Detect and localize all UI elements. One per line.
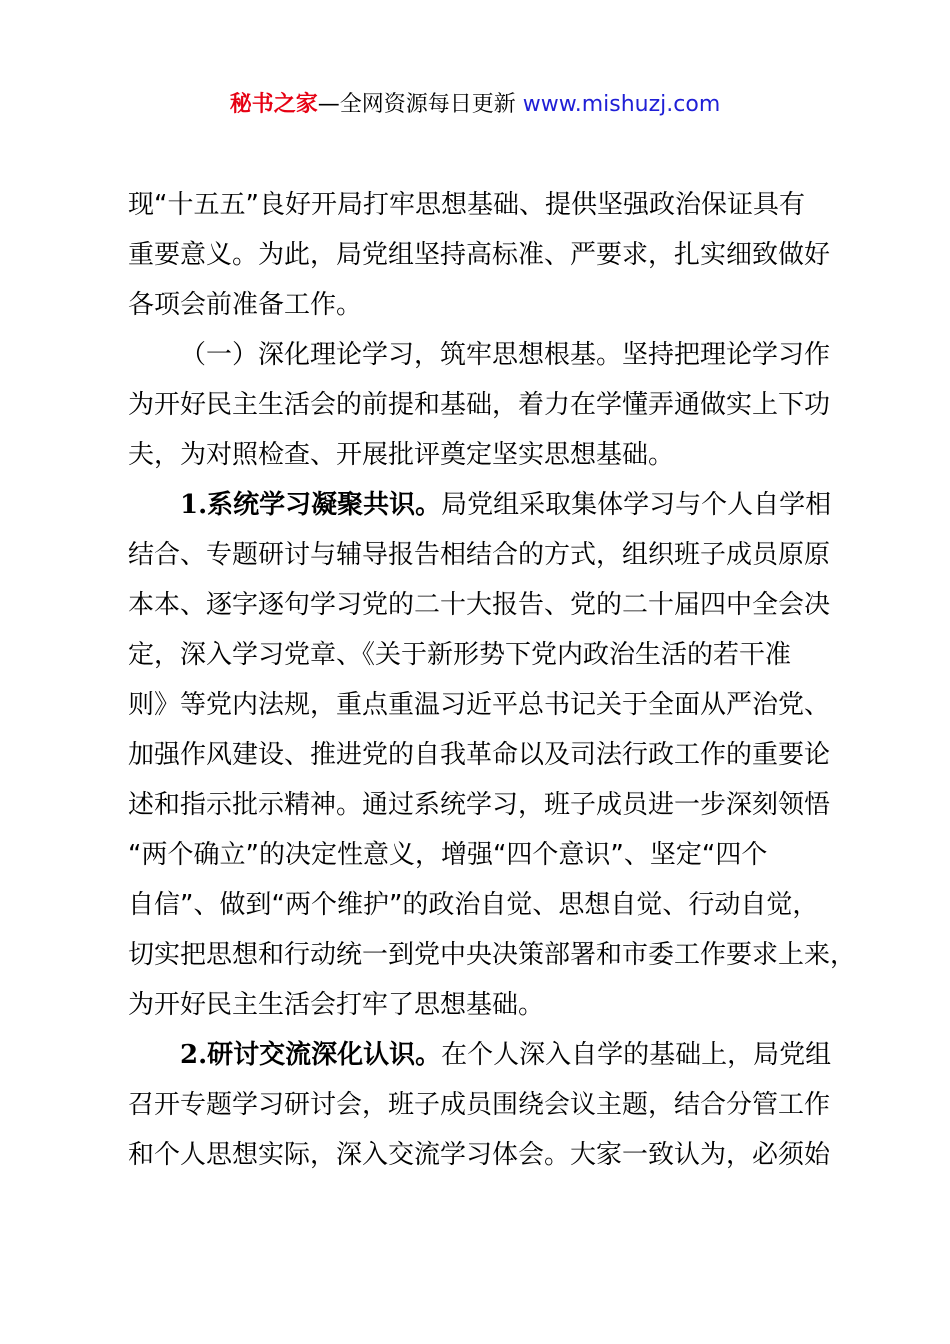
item-2-lead: 2.研讨交流深化认识。 — [180, 1040, 442, 1070]
text-line: 自信”、做到“两个维护”的政治自觉、思想自觉、行动自觉， — [128, 890, 819, 920]
text-line: 切实把思想和行动统一到党中央决策部署和市委工作要求上来， — [128, 940, 857, 970]
paragraph-item-1 — [128, 480, 858, 530]
paragraph-item-2 — [128, 1030, 858, 1080]
watermark-header — [0, 88, 950, 122]
text-line: 和个人思想实际，深入交流学习体会。大家一致认为，必须始 — [128, 1140, 831, 1170]
text-line: 重要意义。为此，局党组坚持高标准、严要求，扎实细致做好 — [128, 240, 831, 270]
text-line: 为开好民主生活会的前提和基础，着力在学懂弄通做实上下功 — [128, 390, 831, 420]
text-line: 结合、专题研讨与辅导报告相结合的方式，组织班子成员原原 — [128, 540, 831, 570]
brand-name: 秘书之家 — [229, 92, 318, 117]
text-line: 现“十五五”良好开局打牢思想基础、提供坚强政治保证具有 — [128, 190, 805, 220]
text-line: 各项会前准备工作。 — [128, 290, 363, 320]
document-body — [128, 180, 858, 1180]
text-line: 为开好民主生活会打牢了思想基础。 — [128, 990, 545, 1020]
text-line: “两个确立”的决定性意义，增强“四个意识”、坚定“四个 — [128, 840, 768, 870]
header-tagline: —全网资源每日更新 — [317, 92, 523, 117]
text-line: 召开专题学习研讨会，班子成员围绕会议主题，结合分管工作 — [128, 1090, 831, 1120]
item-1-lead: 1.系统学习凝聚共识。 — [180, 490, 442, 520]
header-url: www.mishuzj.com — [522, 92, 721, 117]
text-line: 述和指示批示精神。通过系统学习，班子成员进一步深刻领悟 — [128, 790, 831, 820]
item-2-text: 在个人深入自学的基础上，局党组 — [441, 1040, 832, 1070]
text-line: 定，深入学习党章、《关于新形势下党内政治生活的若干准 — [128, 640, 792, 670]
text-line: 加强作风建设、推进党的自我革命以及司法行政工作的重要论 — [128, 740, 831, 770]
text-line: 本本、逐字逐句学习党的二十大报告、党的二十届四中全会决 — [128, 590, 831, 620]
text-line: （一）深化理论学习，筑牢思想根基。坚持把理论学习作 — [180, 340, 831, 370]
item-1-text: 局党组采取集体学习与个人自学相 — [441, 490, 832, 520]
text-line: 夫，为对照检查、开展批评奠定坚实思想基础。 — [128, 440, 675, 470]
text-line: 则》等党内法规，重点重温习近平总书记关于全面从严治党、 — [128, 690, 831, 720]
